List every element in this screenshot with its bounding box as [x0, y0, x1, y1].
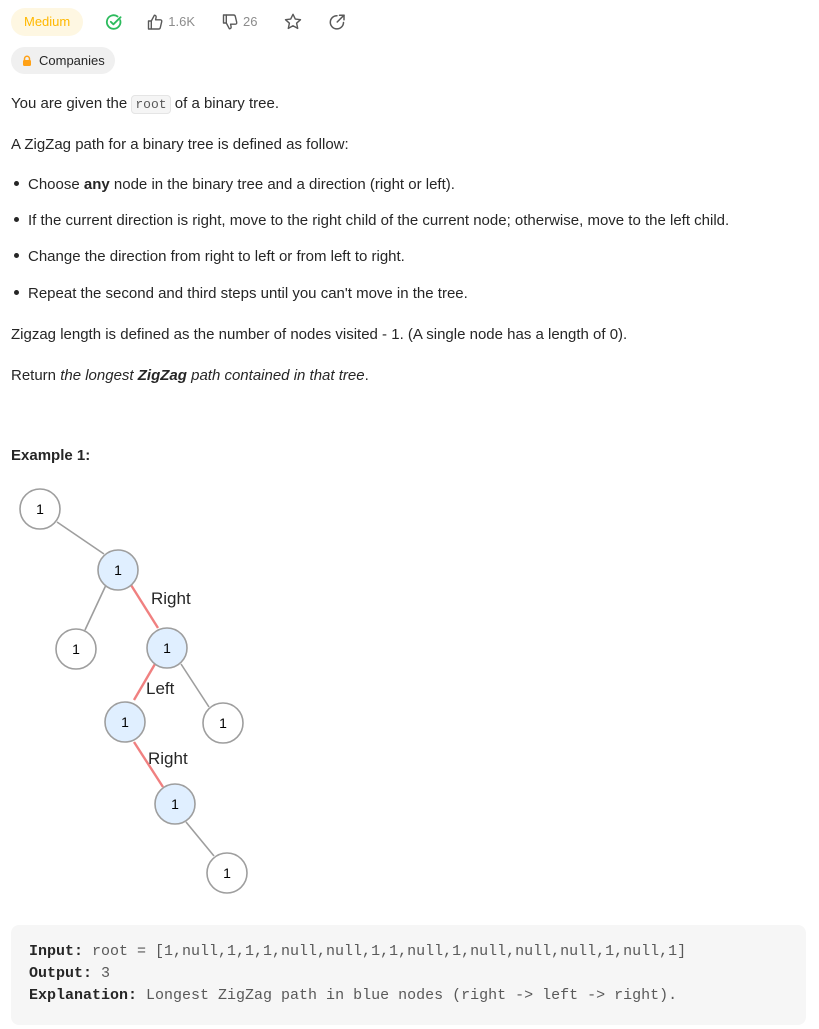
input-line: Input: root = [1,null,1,1,1,null,null,1,1,null,1,null,null,null,1,null,1]	[29, 943, 687, 960]
dislike-button[interactable]	[221, 10, 257, 34]
solved-check-icon	[102, 10, 126, 34]
tree-node	[20, 489, 60, 529]
list-item: Change the direction from right to left or from left to right.	[11, 246, 405, 267]
tree-node-highlighted	[105, 702, 145, 742]
svg-text:1: 1	[223, 865, 231, 881]
svg-text:1: 1	[114, 562, 122, 578]
svg-text:1: 1	[72, 641, 80, 657]
edge-label-right: Right	[148, 749, 188, 768]
dislike-count: 26	[243, 14, 258, 29]
intro-paragraph: You are given the root of a binary tree.	[11, 95, 279, 112]
tree-node-highlighted	[155, 784, 195, 824]
explanation-line: Explanation: Longest ZigZag path in blue nodes (right -> left -> right).	[29, 987, 678, 1004]
tree-edge	[186, 822, 214, 856]
example-tree-diagram	[0, 470, 300, 910]
tree-edge	[57, 522, 104, 554]
tree-edge	[181, 664, 209, 707]
list-item: Repeat the second and third steps until you can't move in the tree.	[11, 283, 468, 304]
lock-icon	[21, 55, 33, 67]
edge-label-right: Right	[151, 589, 191, 608]
length-definition: Zigzag length is defined as the number of nodes visited - 1. (A single node has a length of 0).	[11, 326, 628, 343]
root-code: root	[131, 95, 170, 114]
problem-toolbar	[11, 7, 349, 36]
output-line: Output: 3	[29, 965, 111, 982]
tree-node	[56, 629, 96, 669]
svg-text:1: 1	[163, 640, 171, 656]
like-button[interactable]	[146, 10, 195, 34]
tree-node-highlighted	[147, 628, 187, 668]
example-io-block	[11, 925, 806, 1025]
tree-node-highlighted	[98, 550, 138, 590]
star-favorite-icon[interactable]	[281, 10, 305, 34]
definition-paragraph: A ZigZag path for a binary tree is defined as follow:	[11, 136, 349, 153]
like-count: 1.6K	[168, 14, 195, 29]
tree-node	[207, 853, 247, 893]
return-statement: Return the longest ZigZag path contained in that tree.	[11, 367, 369, 384]
svg-text:1: 1	[219, 715, 227, 731]
difficulty-badge: Medium	[11, 8, 83, 36]
tree-edge	[85, 585, 106, 630]
edge-label-left: Left	[146, 679, 175, 698]
thumbs-down-icon	[221, 10, 239, 34]
companies-tag[interactable]	[11, 47, 115, 74]
thumbs-up-icon	[146, 10, 164, 34]
tree-node	[203, 703, 243, 743]
list-item: If the current direction is right, move to the right child of the current node; otherwise, move to the left child.	[11, 210, 729, 231]
share-icon[interactable]	[325, 10, 349, 34]
companies-label: Companies	[39, 53, 105, 68]
svg-text:1: 1	[36, 501, 44, 517]
svg-text:1: 1	[171, 796, 179, 812]
svg-text:1: 1	[121, 714, 129, 730]
example-title: Example 1:	[11, 447, 91, 464]
list-item: Choose any node in the binary tree and a direction (right or left).	[11, 174, 455, 195]
